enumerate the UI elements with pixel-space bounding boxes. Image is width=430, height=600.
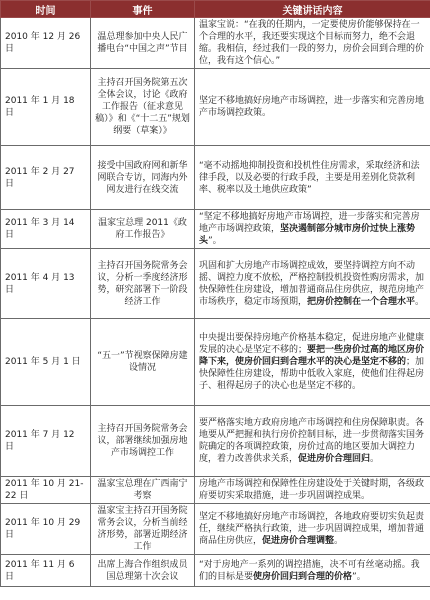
row-event: 温总理参加中央人民广播电台“中国之声”节目 (91, 18, 195, 69)
row-event: “五一”节视察保障房建设情况 (91, 319, 195, 406)
table-row (1, 555, 430, 587)
remark-text: 坚定不移地搞好房地产市场调控，各地政府要切实负起责任，继续严格执行政策，进一步巩固调控成果，增加普通商品住房供应， (199, 512, 425, 546)
header-remarks: 关键讲话内容 (195, 1, 430, 18)
row-remarks (195, 146, 430, 210)
row-remarks (195, 249, 430, 319)
remark-text: 。 (334, 536, 344, 546)
table-row (1, 69, 430, 146)
table-row (1, 249, 430, 319)
row-date: 2011 年 11 月 6 日 (1, 555, 91, 587)
table-row (1, 504, 430, 555)
header-event: 事件 (91, 1, 195, 18)
row-event: 接受中国政府网和新华网联合专访，同海内外网友进行在线交流 (91, 146, 195, 210)
emphasized-remark-text: 促进房价合理回归 (298, 454, 371, 464)
row-date: 2011 年 5 月 1 日 (1, 319, 91, 406)
table-row (1, 18, 430, 69)
remark-text: “毫不动摇地抑制投资和投机性住房需求，采取经济和法律手段，以及必要的行政手段，主要是用差别化贷款利率、税率以及土地供应政策” (199, 160, 420, 195)
emphasized-remark-text: 坚决遏制部分城市房价过快上涨势头 (199, 224, 416, 246)
row-remarks (195, 18, 430, 69)
row-event: 主持召开国务院常务会议，部署继续加强房地产市场调控工作 (91, 406, 195, 477)
row-event: 温家宝主持召开国务院常务会议，分析当前经济形势，部署近期经济工作 (91, 504, 195, 555)
table-row (1, 406, 430, 477)
emphasized-remark-text: 把房价控制在一个合理水平 (307, 296, 416, 307)
header-date: 时间 (1, 1, 91, 18)
row-remarks (195, 69, 430, 146)
table-row (1, 146, 430, 210)
row-event: 出席上海合作组织成员国总理第十次会议 (91, 555, 195, 587)
remark-text: ”。 (208, 236, 222, 246)
remark-text: 坚定不移地搞好房地产市场调控，进一步落实和完善房地产市场调控政策。 (199, 96, 425, 118)
row-remarks (195, 319, 430, 406)
emphasized-remark-text: 要把一些房价过高的地区房价降下来，使房价回归到合理水平的决心是坚定不移的 (199, 345, 425, 367)
row-date: 2011 年 1 月 18 日 (1, 69, 91, 146)
row-date: 2011 年 4 月 13 日 (1, 249, 91, 319)
remark-text: ；加快保障性住房建设，帮助中低收入家庭，使他们住得起房子、租得起房子的决心也是坚定不移的。 (199, 357, 425, 391)
remark-text: 中央提出要保持房地产价格基本稳定，促进房地产业健康发展的决心是坚定不移的； (199, 333, 425, 355)
table-row (1, 477, 430, 504)
remark-text: 温家宝说：“在我的任期内，一定要使房价能够保持在一个合理的水平，我还要实现这个目标而努力，绝不会退缩。我相信，经过我们一段的努力，房价会回到合理的价位，我有这个信心。” (199, 20, 425, 66)
row-remarks (195, 477, 430, 504)
table-body (1, 18, 430, 587)
row-date: 2010 年 12 月 26 日 (1, 18, 91, 69)
remark-text: 房地产市场调控和保障性住房建设处于关键时期，各级政府要切实采取措施，进一步巩固调控成果。 (199, 479, 425, 501)
row-event: 温家宝总理在广西南宁考察 (91, 477, 195, 504)
row-event: 主持召开国务院常务会议，分析一季度经济形势，研究部署下一阶段经济工作 (91, 249, 195, 319)
row-date: 2011 年 7 月 12 日 (1, 406, 91, 477)
emphasized-remark-text: 使房价回归到合理的价格 (253, 571, 353, 582)
row-remarks (195, 406, 430, 477)
row-event: 主持召开国务院第五次全体会议，讨论《政府工作报告（征求意见稿）》和《“十二五”规划纲要（草案）》 (91, 69, 195, 146)
row-date: 2011 年 10 月 21-22 日 (1, 477, 91, 504)
table-row (1, 210, 430, 249)
row-remarks (195, 555, 430, 587)
header-row (1, 1, 430, 18)
remark-text: 巩固和扩大房地产市场调控成效，要坚持调控方向不动摇、调控力度不放松，严格控制投机投资性购房需求，加快保障性住房建设，增加普通商品住房供应，规范房地产市场秩序，稳定市场预期， (199, 260, 425, 307)
row-event: 温家宝总理 2011《政府工作报告》 (91, 210, 195, 249)
remark-text: “对于房地产一系列的调控措施，决不可有丝毫动摇。我们的目标是要 (199, 559, 420, 582)
row-date: 2011 年 3 月 14 日 (1, 210, 91, 249)
remark-text: 。 (415, 296, 425, 307)
row-date: 2011 年 10 月 29 日 (1, 504, 91, 555)
table-row (1, 319, 430, 406)
remark-text: 要严格落实地方政府房地产市场调控和住房保障职责。各地要从严把握和执行房价控制目标，进一步贯彻落实国务院确定的各项调控政策，房价过高的地区要加大调控力度，着力改善供求关系， (199, 418, 425, 464)
row-date: 2011 年 2 月 27 日 (1, 146, 91, 210)
row-remarks (195, 504, 430, 555)
row-remarks (195, 210, 430, 249)
remark-text: 。 (370, 454, 380, 464)
remark-text: “坚定不移地搞好房地产市场调控，进一步落实和完善房地产市场调控政策， (199, 212, 420, 234)
emphasized-remark-text: 促进房价合理调整 (262, 536, 335, 546)
remark-text: ”。 (352, 571, 366, 582)
